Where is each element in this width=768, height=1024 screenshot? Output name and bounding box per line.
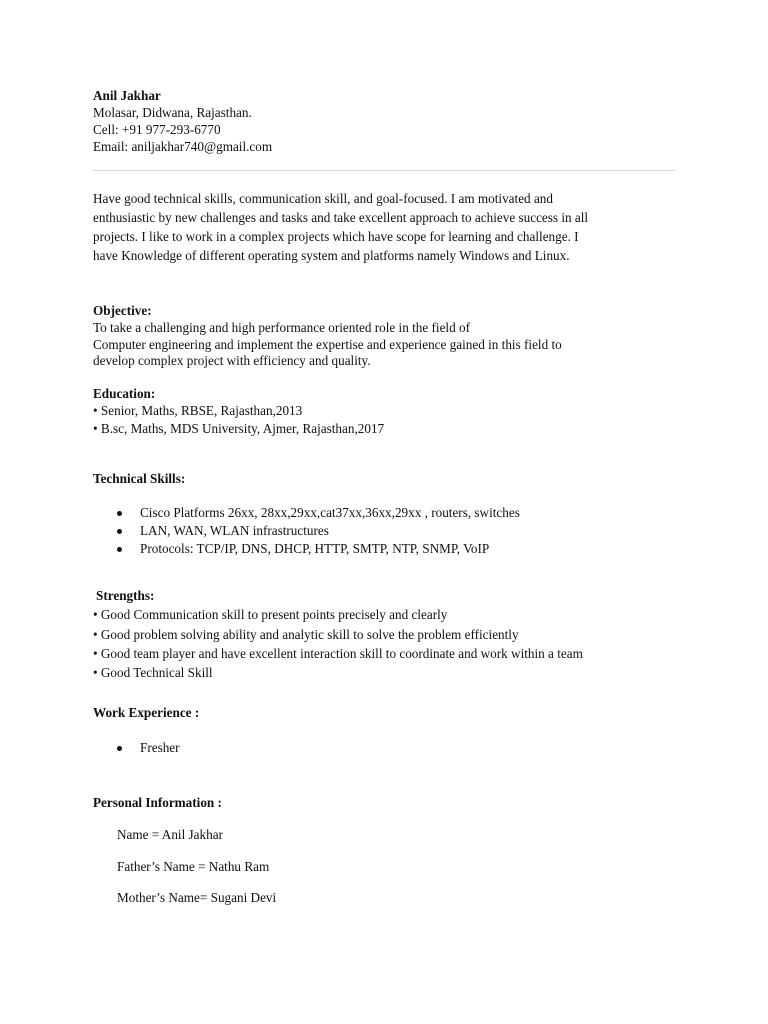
address: Molasar, Didwana, Rajasthan. bbox=[93, 105, 252, 120]
technical-skills-heading: Technical Skills: bbox=[93, 471, 186, 486]
work-experience-item: Fresher bbox=[140, 740, 180, 755]
personal-name: Name = Anil Jakhar bbox=[117, 827, 223, 842]
strengths-heading: Strengths: bbox=[96, 588, 155, 603]
work-experience-heading: Work Experience : bbox=[93, 705, 200, 720]
father-name: Father’s Name = Nathu Ram bbox=[117, 859, 270, 874]
email: Email: aniljakhar740@gmail.com bbox=[93, 139, 273, 154]
skill-item: LAN, WAN, WLAN infrastructures bbox=[140, 523, 329, 538]
education-item: • Senior, Maths, RBSE, Rajasthan,2013 bbox=[93, 403, 303, 418]
objective-heading: Objective: bbox=[93, 303, 152, 318]
summary-line: have Knowledge of different operating system and platforms namely Windows and Linux. bbox=[93, 248, 570, 263]
objective-line: To take a challenging and high performance oriented role in the field of bbox=[93, 320, 470, 335]
mother-name: Mother’s Name= Sugani Devi bbox=[117, 890, 277, 905]
summary-line: enthusiastic by new challenges and tasks and take excellent approach to achieve success in all bbox=[93, 210, 589, 225]
strength-item: • Good Technical Skill bbox=[93, 665, 213, 680]
strength-item: • Good team player and have excellent interaction skill to coordinate and work within a team bbox=[93, 646, 583, 661]
skill-item: Cisco Platforms 26xx, 28xx,29xx,cat37xx,36xx,29xx , routers, switches bbox=[140, 505, 520, 520]
objective-line: develop complex project with efficiency and quality. bbox=[93, 353, 371, 368]
summary-line: projects. I like to work in a complex projects which have scope for learning and challenge. I bbox=[93, 229, 579, 244]
skill-item: Protocols: TCP/IP, DNS, DHCP, HTTP, SMTP, NTP, SNMP, VoIP bbox=[140, 541, 490, 556]
education-heading: Education: bbox=[93, 386, 156, 401]
education-item: • B.sc, Maths, MDS University, Ajmer, Rajasthan,2017 bbox=[93, 421, 385, 436]
personal-information-heading: Personal Information : bbox=[93, 795, 222, 810]
candidate-name: Anil Jakhar bbox=[93, 88, 161, 103]
bullet-icon bbox=[117, 547, 122, 552]
strength-item: • Good Communication skill to present points precisely and clearly bbox=[93, 607, 448, 622]
bullet-icon bbox=[117, 746, 122, 751]
header-divider bbox=[93, 170, 675, 171]
objective-line: Computer engineering and implement the expertise and experience gained in this field to bbox=[93, 337, 562, 352]
phone: Cell: +91 977-293-6770 bbox=[93, 122, 221, 137]
strength-item: • Good problem solving ability and analytic skill to solve the problem efficiently bbox=[93, 627, 519, 642]
summary-line: Have good technical skills, communication skill, and goal-focused. I am motivated and bbox=[93, 191, 553, 206]
bullet-icon bbox=[117, 511, 122, 516]
bullet-icon bbox=[117, 529, 122, 534]
